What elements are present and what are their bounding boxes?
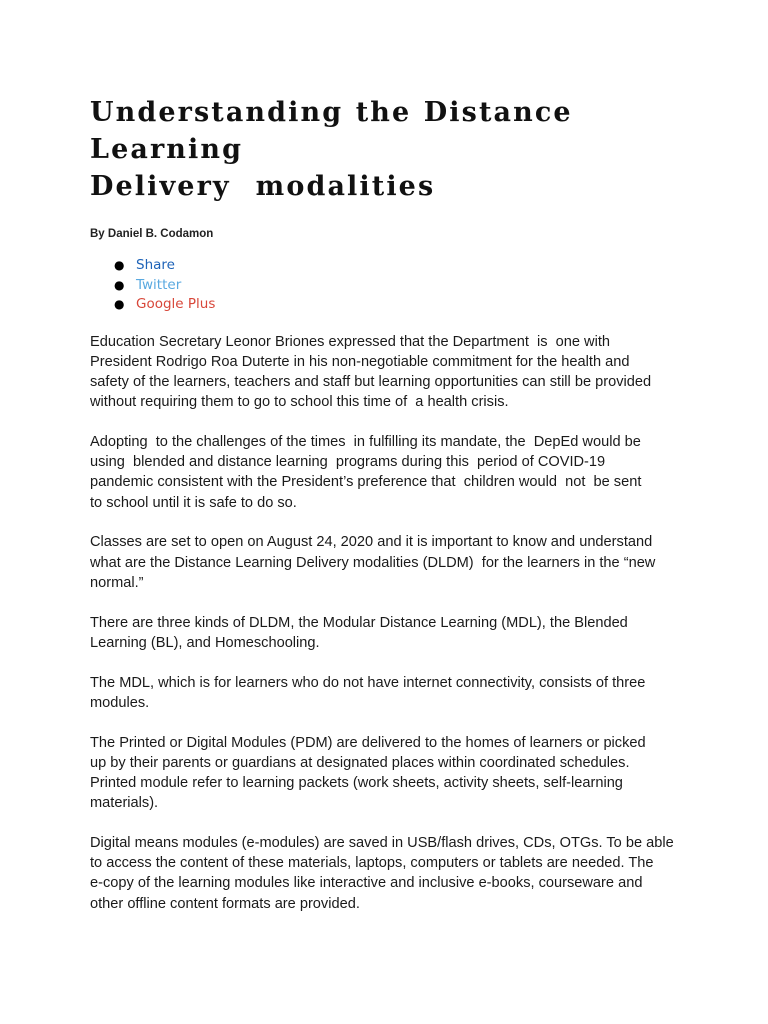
article-body — [90, 94, 680, 914]
article-title-line-2: Delivery modalities — [90, 171, 436, 202]
article-paragraph — [90, 733, 680, 814]
share-links-list — [90, 256, 680, 315]
twitter-link[interactable]: Twitter — [136, 276, 182, 293]
article-paragraphs — [90, 332, 680, 914]
article-paragraph — [90, 833, 680, 914]
paragraph-line: pandemic consistent with the President’s preference that children would not be sent — [90, 474, 642, 491]
paragraph-line: safety of the learners, teachers and staff but learning opportunities can still be provided — [90, 373, 652, 390]
paragraph-line: President Rodrigo Roa Duterte in his non-negotiable commitment for the health and — [90, 353, 630, 370]
paragraph-line: Digital means modules (e-modules) are saved in USB/flash drives, CDs, OTGs. To be able — [90, 834, 674, 851]
paragraph-line: up by their parents or guardians at designated places within coordinated schedules. — [90, 754, 630, 771]
paragraph-line: to access the content of these materials, laptops, computers or tablets are needed. The — [90, 855, 654, 872]
paragraph-line: to school until it is safe to do so. — [90, 494, 297, 511]
paragraph-line: normal.” — [90, 574, 144, 591]
paragraph-line: e-copy of the learning modules like interactive and inclusive e-books, courseware and — [90, 875, 643, 892]
share-list-item — [90, 295, 680, 315]
bullet-icon: ● — [114, 297, 125, 311]
article-paragraph — [90, 432, 680, 513]
article-byline: By Daniel B. Codamon — [90, 228, 214, 240]
paragraph-line: what are the Distance Learning Delivery modalities (DLDM) for the learners in the “new — [90, 554, 656, 571]
share-list-item — [90, 276, 680, 296]
paragraph-line: Learning (BL), and Homeschooling. — [90, 634, 320, 651]
bullet-icon: ● — [114, 277, 125, 292]
bullet-icon: ● — [114, 258, 125, 272]
paragraph-line: other offline content formats are provided. — [90, 895, 360, 912]
paragraph-line: Education Secretary Leonor Briones expressed that the Department is one with — [90, 333, 610, 350]
article-paragraph — [90, 532, 680, 593]
paragraph-line: Adopting to the challenges of the times in fulfilling its mandate, the DepEd would be — [90, 433, 641, 450]
paragraph-line: modules. — [90, 694, 150, 711]
share-list-item — [90, 256, 680, 276]
google-plus-link[interactable]: Google Plus — [136, 296, 216, 312]
article-title-line-1: Understanding the Distance Learning — [90, 97, 573, 165]
paragraph-line: The MDL, which is for learners who do not have internet connectivity, consists of three — [90, 674, 646, 691]
share-link[interactable]: Share — [136, 257, 175, 273]
paragraph-line: materials). — [90, 795, 159, 812]
paragraph-line: using blended and distance learning programs during this period of COVID-19 — [90, 454, 606, 471]
article-paragraph — [90, 673, 680, 713]
article-paragraph — [90, 613, 680, 653]
paragraph-line: The Printed or Digital Modules (PDM) are delivered to the homes of learners or picked — [90, 734, 646, 751]
article-title — [90, 94, 680, 205]
paragraph-line: Printed module refer to learning packets (work sheets, activity sheets, self-learning — [90, 774, 623, 791]
article-paragraph — [90, 332, 680, 413]
paragraph-line: without requiring them to go to school this time of a health crisis. — [90, 394, 509, 411]
paragraph-line: Classes are set to open on August 24, 2020 and it is important to know and understand — [90, 534, 653, 551]
paragraph-line: There are three kinds of DLDM, the Modular Distance Learning (MDL), the Blended — [90, 614, 628, 631]
